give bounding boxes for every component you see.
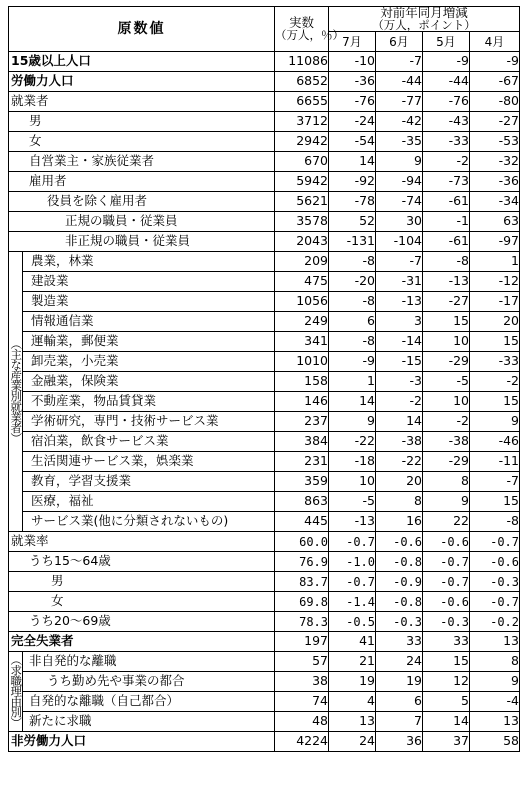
change-value-2: 24 [376,652,423,672]
change-value-4: -0.2 [470,612,520,632]
table-row [9,272,520,292]
row-label: 正規の職員・従業員 [9,212,275,232]
change-value-1: 19 [329,672,376,692]
change-value-4: -67 [470,72,520,92]
row-label: 自営業主・家族従業者 [9,152,275,172]
change-value-2: -0.6 [376,532,423,552]
change-value-4: -80 [470,92,520,112]
change-value-3: -2 [423,152,470,172]
header-month-2: 6月 [376,32,423,52]
change-value-4: -8 [470,512,520,532]
change-value-4: 15 [470,392,520,412]
row-label: 運輸業，郵便業 [23,332,275,352]
change-value-2: -0.9 [376,572,423,592]
change-value-1: -54 [329,132,376,152]
row-label: 就業者 [9,92,275,112]
actual-value: 237 [275,412,329,432]
change-value-1: 1 [329,372,376,392]
row-label: 宿泊業，飲食サービス業 [23,432,275,452]
actual-value: 6852 [275,72,329,92]
actual-value: 359 [275,472,329,492]
change-value-2: -0.3 [376,612,423,632]
actual-value: 384 [275,432,329,452]
row-label: 非自発的な離職 [23,652,275,672]
change-value-4: -33 [470,352,520,372]
actual-value: 3712 [275,112,329,132]
change-value-3: -29 [423,352,470,372]
change-value-1: -131 [329,232,376,252]
change-value-4: -0.7 [470,592,520,612]
table-row [9,472,520,492]
change-value-3: -38 [423,432,470,452]
table-row [9,192,520,212]
change-value-4: -46 [470,432,520,452]
actual-value: 2043 [275,232,329,252]
row-label: 非正規の職員・従業員 [9,232,275,252]
change-value-3: -8 [423,252,470,272]
change-value-4: -32 [470,152,520,172]
actual-value: 146 [275,392,329,412]
change-value-4: -36 [470,172,520,192]
change-value-1: 24 [329,732,376,752]
actual-value: 3578 [275,212,329,232]
row-label: 生活関連サービス業，娯楽業 [23,452,275,472]
change-value-1: -20 [329,272,376,292]
change-value-4: 9 [470,412,520,432]
change-value-1: -10 [329,52,376,72]
change-value-1: -0.7 [329,572,376,592]
change-value-2: 33 [376,632,423,652]
change-value-2: -31 [376,272,423,292]
change-value-3: -27 [423,292,470,312]
actual-value: 249 [275,312,329,332]
change-value-2: -35 [376,132,423,152]
change-value-1: 52 [329,212,376,232]
table-row [9,652,520,672]
change-value-3: 37 [423,732,470,752]
table-row [9,432,520,452]
row-label: 教育，学習支援業 [23,472,275,492]
change-value-3: -0.6 [423,532,470,552]
labour-force-table-container [8,6,519,782]
row-label: 新たに求職 [23,712,275,732]
change-value-1: 4 [329,692,376,712]
change-value-2: -22 [376,452,423,472]
actual-value: 197 [275,632,329,652]
change-value-3: -43 [423,112,470,132]
actual-value: 83.7 [275,572,329,592]
change-value-4: 1 [470,252,520,272]
table-row [9,692,520,712]
change-value-4: -2 [470,372,520,392]
change-value-1: -22 [329,432,376,452]
actual-value: 475 [275,272,329,292]
change-value-4: 58 [470,732,520,752]
header-month-3: 5月 [423,32,470,52]
change-value-1: -1.0 [329,552,376,572]
header-actual-unit: （万人，％） [275,27,344,42]
change-value-3: -5 [423,372,470,392]
row-label: 男 [9,112,275,132]
change-value-2: -15 [376,352,423,372]
table-row [9,92,520,112]
change-value-3: 15 [423,652,470,672]
change-value-3: 10 [423,392,470,412]
change-value-3: 14 [423,712,470,732]
row-label: 非労働力人口 [9,732,275,752]
row-label: 労働力人口 [9,72,275,92]
change-value-3: 5 [423,692,470,712]
change-value-1: -8 [329,292,376,312]
row-label: 女 [9,592,275,612]
reason-group-label [9,652,23,732]
change-value-2: 8 [376,492,423,512]
table-row [9,152,520,172]
table-row [9,732,520,752]
change-value-2: -77 [376,92,423,112]
change-value-4: -53 [470,132,520,152]
change-value-2: 14 [376,412,423,432]
labour-force-table [8,6,520,752]
row-label: 雇用者 [9,172,275,192]
table-row [9,312,520,332]
change-value-1: 10 [329,472,376,492]
change-value-1: -8 [329,332,376,352]
change-value-1: 21 [329,652,376,672]
row-label: 建設業 [23,272,275,292]
change-value-1: 14 [329,392,376,412]
change-value-1: 41 [329,632,376,652]
change-value-3: 10 [423,332,470,352]
change-value-3: -33 [423,132,470,152]
header-change [329,7,520,32]
change-value-3: -29 [423,452,470,472]
row-label: 情報通信業 [23,312,275,332]
actual-value: 670 [275,152,329,172]
header-actual [275,7,344,52]
change-value-1: 14 [329,152,376,172]
table-row [9,52,520,72]
table-row [9,552,520,572]
change-value-1: -8 [329,252,376,272]
change-value-4: -12 [470,272,520,292]
table-row [9,232,520,252]
row-label: 役員を除く雇用者 [9,192,275,212]
change-value-2: 7 [376,712,423,732]
change-value-2: -14 [376,332,423,352]
table-row [9,72,520,92]
group-label-text: （主な産業別就業者） [9,337,24,443]
actual-value: 1056 [275,292,329,312]
row-label: うち20～69歳 [9,612,275,632]
actual-value: 38 [275,672,329,692]
industry-group-label [9,252,23,532]
table-row [9,332,520,352]
header-actual-title: 実数 [288,15,314,30]
change-value-2: -38 [376,432,423,452]
table-row [9,372,520,392]
actual-value: 1010 [275,352,329,372]
change-value-2: 3 [376,312,423,332]
change-value-2: -2 [376,392,423,412]
group-label-text: （求職理由別） [9,653,24,727]
actual-value: 57 [275,652,329,672]
actual-value: 11086 [275,52,329,72]
table-row [9,492,520,512]
change-value-2: -13 [376,292,423,312]
actual-value: 4224 [275,732,329,752]
actual-value: 60.0 [275,532,329,552]
change-value-2: 36 [376,732,423,752]
table-row [9,712,520,732]
header-month-4: 4月 [470,32,520,52]
change-value-4: -97 [470,232,520,252]
change-value-4: 20 [470,312,520,332]
row-label: 15歳以上人口 [9,52,275,72]
change-value-2: -42 [376,112,423,132]
change-value-1: -5 [329,492,376,512]
change-value-1: -24 [329,112,376,132]
change-value-3: 8 [423,472,470,492]
change-value-2: 20 [376,472,423,492]
row-label: 製造業 [23,292,275,312]
change-value-4: 9 [470,672,520,692]
row-label: 金融業，保険業 [23,372,275,392]
change-value-1: 9 [329,412,376,432]
change-value-4: -27 [470,112,520,132]
table-row [9,452,520,472]
change-value-3: -0.6 [423,592,470,612]
table-row [9,252,520,272]
actual-value: 69.8 [275,592,329,612]
change-value-2: -3 [376,372,423,392]
table-row [9,412,520,432]
change-value-2: -7 [376,252,423,272]
change-value-4: -0.6 [470,552,520,572]
table-row [9,672,520,692]
actual-value: 78.3 [275,612,329,632]
change-value-4: -0.3 [470,572,520,592]
change-value-3: -44 [423,72,470,92]
change-value-4: 8 [470,652,520,672]
actual-value: 209 [275,252,329,272]
change-value-3: -13 [423,272,470,292]
change-value-3: -0.7 [423,572,470,592]
change-value-3: -1 [423,212,470,232]
change-value-2: -74 [376,192,423,212]
change-value-2: -44 [376,72,423,92]
row-label: サービス業(他に分類されないもの) [23,512,275,532]
change-value-1: -1.4 [329,592,376,612]
table-row [9,172,520,192]
table-row [9,512,520,532]
table-row [9,392,520,412]
change-value-2: 9 [376,152,423,172]
actual-value: 74 [275,692,329,712]
change-value-1: 6 [329,312,376,332]
header-change-unit: （万人，ポイント） [372,17,476,32]
actual-value: 76.9 [275,552,329,572]
row-label: 男 [9,572,275,592]
row-label: 医療，福祉 [23,492,275,512]
actual-value: 5942 [275,172,329,192]
change-value-4: -17 [470,292,520,312]
row-label: 農業，林業 [23,252,275,272]
table-row [9,112,520,132]
change-value-2: 19 [376,672,423,692]
change-value-2: -0.8 [376,552,423,572]
actual-value: 863 [275,492,329,512]
actual-value: 158 [275,372,329,392]
row-label: 自発的な離職（自己都合） [23,692,275,712]
change-value-4: 63 [470,212,520,232]
change-value-1: -0.5 [329,612,376,632]
change-value-1: -76 [329,92,376,112]
actual-value: 231 [275,452,329,472]
change-value-1: 13 [329,712,376,732]
change-value-2: -94 [376,172,423,192]
row-label: 就業率 [9,532,275,552]
change-value-4: -9 [470,52,520,72]
change-value-2: -0.8 [376,592,423,612]
table-row [9,132,520,152]
table-row [9,632,520,652]
change-value-2: -104 [376,232,423,252]
change-value-4: 13 [470,632,520,652]
change-value-4: -34 [470,192,520,212]
change-value-3: 12 [423,672,470,692]
change-value-1: -0.7 [329,532,376,552]
change-value-1: -78 [329,192,376,212]
header-label-title: 原数値 [9,7,275,52]
change-value-3: -9 [423,52,470,72]
change-value-2: 6 [376,692,423,712]
actual-value: 6655 [275,92,329,112]
change-value-3: -76 [423,92,470,112]
change-value-3: 9 [423,492,470,512]
change-value-2: 16 [376,512,423,532]
row-label: 卸売業，小売業 [23,352,275,372]
change-value-3: -61 [423,192,470,212]
change-value-1: -92 [329,172,376,192]
change-value-2: -7 [376,52,423,72]
table-row [9,292,520,312]
change-value-4: -0.7 [470,532,520,552]
change-value-4: -4 [470,692,520,712]
actual-value: 2942 [275,132,329,152]
row-label: 完全失業者 [9,632,275,652]
table-row [9,352,520,372]
table-row [9,532,520,552]
header-month-1: 7月 [329,32,376,52]
actual-value: 445 [275,512,329,532]
table-row [9,212,520,232]
change-value-1: -36 [329,72,376,92]
change-value-4: 15 [470,332,520,352]
change-value-3: 33 [423,632,470,652]
change-value-1: -18 [329,452,376,472]
row-label: うち勤め先や事業の都合 [23,672,275,692]
table-row [9,572,520,592]
change-value-3: -0.7 [423,552,470,572]
actual-value: 5621 [275,192,329,212]
change-value-3: -0.3 [423,612,470,632]
row-label: 女 [9,132,275,152]
change-value-2: 30 [376,212,423,232]
change-value-3: 22 [423,512,470,532]
change-value-4: -7 [470,472,520,492]
change-value-4: 15 [470,492,520,512]
table-row [9,592,520,612]
change-value-3: -61 [423,232,470,252]
row-label: 学術研究，専門・技術サービス業 [23,412,275,432]
change-value-4: 13 [470,712,520,732]
actual-value: 48 [275,712,329,732]
table-row [9,612,520,632]
change-value-3: -2 [423,412,470,432]
change-value-3: -73 [423,172,470,192]
change-value-1: -13 [329,512,376,532]
row-label: 不動産業，物品賃貸業 [23,392,275,412]
actual-value: 341 [275,332,329,352]
change-value-3: 15 [423,312,470,332]
row-label: うち15～64歳 [9,552,275,572]
header-change-title: 対前年同月増減 [380,5,468,20]
change-value-4: -11 [470,452,520,472]
change-value-1: -9 [329,352,376,372]
